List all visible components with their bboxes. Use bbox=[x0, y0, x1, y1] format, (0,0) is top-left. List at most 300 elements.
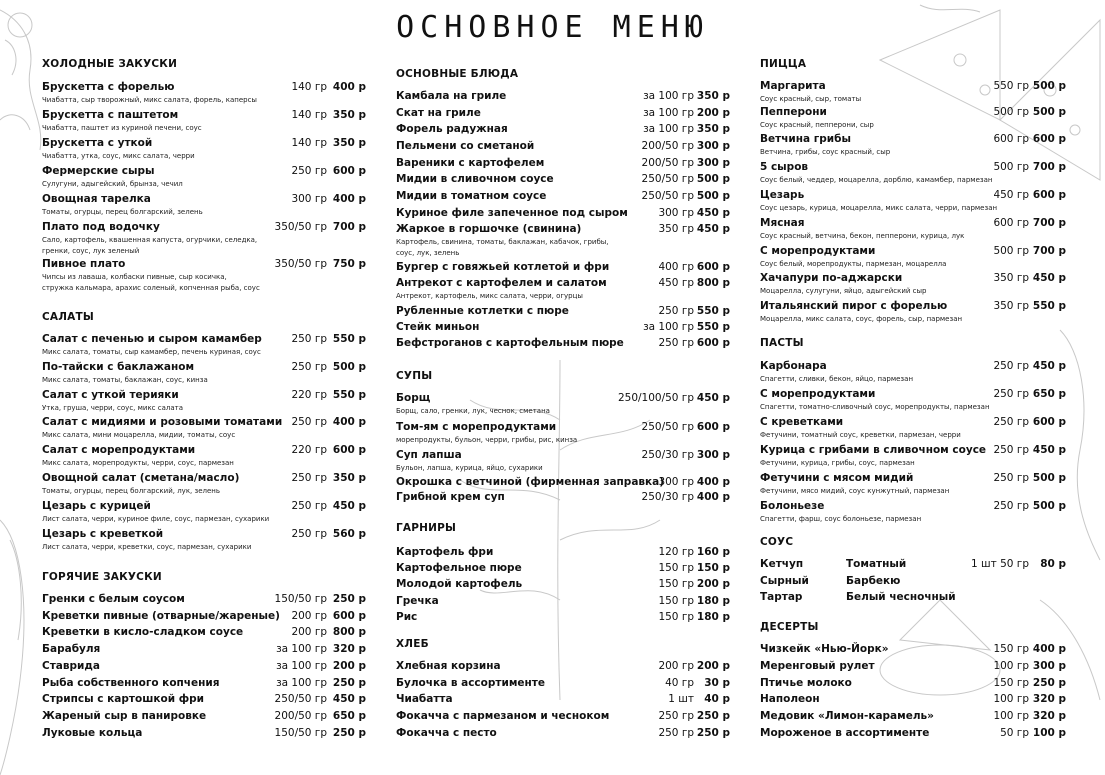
menu-item bbox=[42, 726, 366, 740]
item-price: 450 р bbox=[332, 500, 366, 512]
item-price: 600 р bbox=[696, 421, 730, 433]
item-name: Фермерские сыры bbox=[42, 165, 155, 177]
item-qty: 250 гр bbox=[291, 361, 327, 373]
item-name: Барабуля bbox=[42, 643, 101, 655]
item-price: 450 р bbox=[696, 392, 730, 404]
item-description: Микс салата, томаты, сыр камамбер, печень куриная, соус bbox=[42, 348, 261, 356]
section-title: ХЛЕБ bbox=[396, 638, 429, 650]
item-name: Стрипсы с картошкой фри bbox=[42, 693, 204, 705]
item-qty: 220 гр bbox=[291, 444, 327, 456]
item-price: 600 р bbox=[332, 444, 366, 456]
item-description: Спагетти, томатно-сливочный соус, морепродукты, пармезан bbox=[760, 403, 990, 411]
item-qty: 120 гр bbox=[658, 546, 694, 558]
item-price: 450 р bbox=[1032, 272, 1066, 284]
menu-item bbox=[396, 189, 730, 203]
item-price: 250 р bbox=[332, 727, 366, 739]
item-qty: 600 гр bbox=[993, 133, 1029, 145]
item-name: Рубленные котлетки с пюре bbox=[396, 305, 569, 317]
item-name: С морепродуктами bbox=[760, 245, 876, 257]
section-title: СОУС bbox=[760, 536, 794, 548]
item-price: 30 р bbox=[704, 677, 730, 689]
sauce-row bbox=[760, 557, 1066, 571]
item-qty: 250 гр bbox=[658, 337, 694, 349]
item-price: 550 р bbox=[696, 321, 730, 333]
menu-item bbox=[396, 490, 730, 504]
item-price: 600 р bbox=[332, 610, 366, 622]
item-price: 250 р bbox=[1032, 677, 1066, 689]
item-name: По-тайски с баклажаном bbox=[42, 361, 195, 373]
item-description: Борщ, сало, гренки, лук, чеснок, сметана bbox=[396, 407, 550, 415]
item-name: Карбонара bbox=[760, 360, 827, 372]
sauce-name: Томатный bbox=[846, 558, 907, 570]
item-name: Окрошка с ветчиной (фирменная заправка) bbox=[396, 476, 665, 488]
sauce-qty: 1 шт 50 гр bbox=[971, 558, 1029, 570]
item-qty: 250/100/50 гр bbox=[617, 392, 694, 404]
item-qty: за 100 гр bbox=[276, 643, 327, 655]
menu-item bbox=[42, 443, 366, 457]
item-price: 250 р bbox=[696, 727, 730, 739]
item-name: Брускетта с форелью bbox=[42, 81, 175, 93]
item-qty: 150 гр bbox=[993, 677, 1029, 689]
menu-item bbox=[42, 332, 366, 346]
item-price: 100 р bbox=[1032, 727, 1066, 739]
menu-item bbox=[760, 659, 1066, 673]
item-price: 800 р bbox=[696, 277, 730, 289]
item-name: Мороженое в ассортименте bbox=[760, 727, 930, 739]
item-qty: 150 гр bbox=[993, 643, 1029, 655]
item-name: Цезарь с курицей bbox=[42, 500, 151, 512]
item-name: Гренки с белым соусом bbox=[42, 593, 185, 605]
section-title: ДЕСЕРТЫ bbox=[760, 621, 819, 633]
menu-item bbox=[760, 132, 1066, 146]
item-qty: 150/50 гр bbox=[274, 727, 327, 739]
menu-item bbox=[760, 271, 1066, 285]
item-description: Соус белый, чеддер, моцарелла, дорблю, камамбер, пармезан bbox=[760, 176, 993, 184]
menu-item bbox=[42, 415, 366, 429]
column-right bbox=[760, 0, 1066, 775]
item-price: 500 р bbox=[696, 190, 730, 202]
item-qty: 40 гр bbox=[665, 677, 694, 689]
item-qty: 200/50 гр bbox=[641, 140, 694, 152]
menu-item bbox=[760, 216, 1066, 230]
item-description: Моцарелла, сулугуни, яйцо, адыгейский сыр bbox=[760, 287, 927, 295]
item-price: 300 р bbox=[1032, 660, 1066, 672]
menu-item bbox=[396, 260, 730, 274]
item-name: 5 сыров bbox=[760, 161, 809, 173]
item-qty: 250 гр bbox=[993, 416, 1029, 428]
item-name: Пивное плато bbox=[42, 258, 126, 270]
item-name: Ставрида bbox=[42, 660, 100, 672]
menu-item bbox=[396, 709, 730, 723]
menu-item bbox=[42, 527, 366, 541]
menu-item bbox=[42, 136, 366, 150]
item-price: 500 р bbox=[1032, 80, 1066, 92]
item-name: Цезарь bbox=[760, 189, 805, 201]
item-name: Картофель фри bbox=[396, 546, 494, 558]
section-title: ГОРЯЧИЕ ЗАКУСКИ bbox=[42, 571, 162, 583]
item-name: Форель радужная bbox=[396, 123, 508, 135]
item-qty: 200/50 гр bbox=[274, 710, 327, 722]
item-qty: за 100 гр bbox=[276, 677, 327, 689]
item-description: Антрекот, картофель, микс салата, черри, огурцы bbox=[396, 292, 583, 300]
menu-item bbox=[42, 360, 366, 374]
item-price: 800 р bbox=[332, 626, 366, 638]
section-title: ГАРНИРЫ bbox=[396, 522, 457, 534]
item-description: Чиабатта, утка, соус, микс салата, черри bbox=[42, 152, 195, 160]
item-name: Цезарь с креветкой bbox=[42, 528, 164, 540]
sauce-name: Белый чесночный bbox=[846, 591, 956, 603]
menu-item bbox=[396, 106, 730, 120]
item-description: Чипсы из лаваша, колбаски пивные, сыр косичка, bbox=[42, 273, 227, 281]
item-price: 150 р bbox=[696, 562, 730, 574]
item-description: Лист салата, черри, креветки, соус, пармезан, сухарики bbox=[42, 543, 252, 551]
item-price: 400 р bbox=[332, 81, 366, 93]
item-description: Утка, груша, черри, соус, микс салата bbox=[42, 404, 184, 412]
item-name: Ветчина грибы bbox=[760, 133, 851, 145]
item-price: 320 р bbox=[1032, 710, 1066, 722]
item-description: Микс салата, томаты, баклажан, соус, кинза bbox=[42, 376, 208, 384]
section-title: ПИЦЦА bbox=[760, 58, 807, 70]
menu-item bbox=[760, 692, 1066, 706]
menu-item bbox=[42, 609, 366, 623]
item-price: 560 р bbox=[332, 528, 366, 540]
sauce-name: Барбекю bbox=[846, 575, 901, 587]
item-name: Бургер с говяжьей котлетой и фри bbox=[396, 261, 610, 273]
item-name: Салат с печенью и сыром камамбер bbox=[42, 333, 262, 345]
item-description: стружка кальмара, арахис соленый, копченная рыба, соус bbox=[42, 284, 260, 292]
sauce-name: Тартар bbox=[760, 591, 803, 603]
item-price: 450 р bbox=[1032, 444, 1066, 456]
item-qty: за 100 гр bbox=[643, 123, 694, 135]
item-qty: 200 гр bbox=[658, 660, 694, 672]
item-price: 300 р bbox=[696, 140, 730, 152]
item-name: Хлебная корзина bbox=[396, 660, 501, 672]
item-qty: 250 гр bbox=[993, 360, 1029, 372]
menu-item bbox=[396, 122, 730, 136]
item-price: 320 р bbox=[1032, 693, 1066, 705]
menu-item bbox=[42, 642, 366, 656]
item-qty: 300 гр bbox=[658, 476, 694, 488]
item-name: Чиабатта bbox=[396, 693, 453, 705]
menu-item bbox=[396, 448, 730, 462]
item-price: 250 р bbox=[332, 593, 366, 605]
column-left bbox=[42, 0, 366, 775]
item-name: Куриное филе запеченное под сыром bbox=[396, 207, 628, 219]
menu-item bbox=[760, 359, 1066, 373]
item-name: Брускетта с уткой bbox=[42, 137, 153, 149]
item-qty: 150 гр bbox=[658, 562, 694, 574]
sauce-name: Сырный bbox=[760, 575, 809, 587]
item-name: Антрекот с картофелем и салатом bbox=[396, 277, 607, 289]
item-price: 400 р bbox=[332, 193, 366, 205]
menu-item bbox=[42, 659, 366, 673]
item-name: Суп лапша bbox=[396, 449, 462, 461]
item-name: Салат с уткой терияки bbox=[42, 389, 179, 401]
item-price: 350 р bbox=[696, 90, 730, 102]
menu-item bbox=[396, 594, 730, 608]
item-name: Чизкейк «Нью-Йорк» bbox=[760, 643, 889, 655]
item-description: Моцарелла, микс салата, соус, форель, сыр, пармезан bbox=[760, 315, 963, 323]
item-name: Курица с грибами в сливочном соусе bbox=[760, 444, 987, 456]
menu-item bbox=[396, 475, 730, 489]
item-name: Вареники с картофелем bbox=[396, 157, 545, 169]
item-name: Наполеон bbox=[760, 693, 820, 705]
menu-item bbox=[760, 471, 1066, 485]
menu-item bbox=[42, 592, 366, 606]
item-price: 650 р bbox=[332, 710, 366, 722]
menu-item bbox=[396, 420, 730, 434]
item-qty: 350/50 гр bbox=[274, 221, 327, 233]
item-description: Томаты, огурцы, перец болгарский, зелень bbox=[42, 208, 203, 216]
item-qty: 250/30 гр bbox=[641, 449, 694, 461]
menu-item bbox=[396, 610, 730, 624]
item-price: 40 р bbox=[704, 693, 730, 705]
item-qty: 250/50 гр bbox=[641, 173, 694, 185]
item-qty: 350 гр bbox=[993, 272, 1029, 284]
item-qty: 350 гр bbox=[658, 223, 694, 235]
menu-item bbox=[760, 499, 1066, 513]
item-description: Спагетти, сливки, бекон, яйцо, пармезан bbox=[760, 375, 914, 383]
item-qty: 200 гр bbox=[291, 610, 327, 622]
item-qty: 200/50 гр bbox=[641, 157, 694, 169]
item-qty: за 100 гр bbox=[643, 107, 694, 119]
menu-item bbox=[760, 709, 1066, 723]
item-name: Болоньезе bbox=[760, 500, 825, 512]
item-description: Чиабатта, паштет из куриной печени, соус bbox=[42, 124, 202, 132]
item-qty: 100 гр bbox=[993, 693, 1029, 705]
menu-item bbox=[396, 577, 730, 591]
item-price: 300 р bbox=[696, 449, 730, 461]
item-price: 450 р bbox=[696, 223, 730, 235]
item-price: 350 р bbox=[696, 123, 730, 135]
menu-item bbox=[760, 244, 1066, 258]
item-description: Чиабатта, сыр творожный, микс салата, форель, каперсы bbox=[42, 96, 257, 104]
item-name: Стейк миньон bbox=[396, 321, 480, 333]
menu-item bbox=[396, 206, 730, 220]
menu-item bbox=[396, 561, 730, 575]
item-qty: 300 гр bbox=[291, 193, 327, 205]
item-price: 450 р bbox=[332, 693, 366, 705]
item-description: соус, лук, зелень bbox=[396, 249, 460, 257]
item-qty: 250/50 гр bbox=[641, 190, 694, 202]
item-name: Рис bbox=[396, 611, 418, 623]
item-price: 300 р bbox=[696, 157, 730, 169]
item-qty: за 100 гр bbox=[643, 321, 694, 333]
item-qty: 250 гр bbox=[658, 727, 694, 739]
item-description: Соус красный, сыр, томаты bbox=[760, 95, 862, 103]
item-price: 750 р bbox=[332, 258, 366, 270]
item-price: 600 р bbox=[332, 165, 366, 177]
item-price: 400 р bbox=[1032, 643, 1066, 655]
item-description: Лист салата, черри, куриное филе, соус, пармезан, сухарики bbox=[42, 515, 270, 523]
item-price: 350 р bbox=[332, 472, 366, 484]
item-description: Томаты, огурцы, перец болгарский, лук, зелень bbox=[42, 487, 221, 495]
item-price: 200 р bbox=[696, 660, 730, 672]
menu-item bbox=[396, 139, 730, 153]
menu-item bbox=[396, 304, 730, 318]
item-name: Брускетта с паштетом bbox=[42, 109, 179, 121]
menu-item bbox=[396, 172, 730, 186]
item-qty: 140 гр bbox=[291, 81, 327, 93]
item-qty: 300 гр bbox=[658, 207, 694, 219]
item-name: Мясная bbox=[760, 217, 805, 229]
menu-item bbox=[396, 726, 730, 740]
item-name: Молодой картофель bbox=[396, 578, 523, 590]
column-middle bbox=[396, 0, 730, 775]
menu-item bbox=[396, 545, 730, 559]
menu-item bbox=[42, 388, 366, 402]
menu-item bbox=[42, 676, 366, 690]
item-name: С морепродуктами bbox=[760, 388, 876, 400]
menu-item bbox=[42, 80, 366, 94]
item-qty: 140 гр bbox=[291, 109, 327, 121]
item-price: 550 р bbox=[696, 305, 730, 317]
menu-item bbox=[760, 188, 1066, 202]
item-price: 650 р bbox=[1032, 388, 1066, 400]
item-price: 700 р bbox=[332, 221, 366, 233]
menu-item bbox=[396, 276, 730, 290]
item-price: 500 р bbox=[1032, 500, 1066, 512]
item-description: Сало, картофель, квашенная капуста, огурчики, селедка, bbox=[42, 236, 258, 244]
item-price: 250 р bbox=[696, 710, 730, 722]
item-price: 200 р bbox=[332, 660, 366, 672]
item-description: Ветчина, грибы, соус красный, сыр bbox=[760, 148, 891, 156]
item-qty: 250 гр bbox=[291, 165, 327, 177]
item-qty: 500 гр bbox=[993, 106, 1029, 118]
menu-item bbox=[42, 471, 366, 485]
item-name: Медовик «Лимон-карамель» bbox=[760, 710, 934, 722]
item-qty: 450 гр bbox=[993, 189, 1029, 201]
menu-item bbox=[396, 336, 730, 350]
item-name: Гречка bbox=[396, 595, 439, 607]
item-description: Соус цезарь, курица, моцарелла, микс салата, черри, пармезан bbox=[760, 204, 998, 212]
item-qty: 350 гр bbox=[993, 300, 1029, 312]
item-qty: 450 гр bbox=[658, 277, 694, 289]
item-qty: 250 гр bbox=[291, 333, 327, 345]
item-description: Фетучини, мясо мидий, соус кунжутный, пармезан bbox=[760, 487, 950, 495]
item-name: Плато под водочку bbox=[42, 221, 160, 233]
item-qty: 250 гр bbox=[291, 528, 327, 540]
sauce-price: 80 р bbox=[1040, 558, 1066, 570]
item-description: Соус красный, пепперони, сыр bbox=[760, 121, 874, 129]
item-qty: 250 гр bbox=[658, 710, 694, 722]
menu-item bbox=[760, 160, 1066, 174]
item-name: С креветками bbox=[760, 416, 844, 428]
item-price: 700 р bbox=[1032, 161, 1066, 173]
item-price: 550 р bbox=[1032, 300, 1066, 312]
item-price: 450 р bbox=[696, 207, 730, 219]
menu-item bbox=[42, 499, 366, 513]
item-name: Маргарита bbox=[760, 80, 826, 92]
item-name: Итальянский пирог с форелью bbox=[760, 300, 948, 312]
menu-item bbox=[42, 257, 366, 271]
item-qty: за 100 гр bbox=[276, 660, 327, 672]
item-price: 180 р bbox=[696, 595, 730, 607]
menu-item bbox=[760, 79, 1066, 93]
item-name: Пепперони bbox=[760, 106, 827, 118]
item-qty: 250 гр bbox=[993, 472, 1029, 484]
item-price: 500 р bbox=[332, 361, 366, 373]
item-price: 550 р bbox=[332, 333, 366, 345]
menu-item bbox=[42, 108, 366, 122]
sauce-row bbox=[760, 590, 1066, 604]
menu-item bbox=[760, 726, 1066, 740]
item-price: 160 р bbox=[696, 546, 730, 558]
item-qty: 550 гр bbox=[993, 80, 1029, 92]
item-name: Хачапури по-аджарски bbox=[760, 272, 903, 284]
item-price: 400 р bbox=[696, 491, 730, 503]
item-price: 500 р bbox=[696, 173, 730, 185]
menu-item bbox=[760, 642, 1066, 656]
item-price: 600 р bbox=[1032, 189, 1066, 201]
item-price: 600 р bbox=[1032, 416, 1066, 428]
menu-item bbox=[396, 391, 730, 405]
item-name: Грибной крем суп bbox=[396, 491, 505, 503]
item-qty: 50 гр bbox=[1000, 727, 1029, 739]
item-qty: 100 гр bbox=[993, 660, 1029, 672]
menu-item bbox=[760, 105, 1066, 119]
item-description: гренки, соус, лук зеленый bbox=[42, 247, 140, 255]
menu-title: ОСНОВНОЕ МЕНЮ bbox=[396, 10, 709, 45]
item-name: Луковые кольца bbox=[42, 727, 143, 739]
item-name: Мидии в сливочном соусе bbox=[396, 173, 554, 185]
item-qty: 150 гр bbox=[658, 578, 694, 590]
item-qty: 400 гр bbox=[658, 261, 694, 273]
item-qty: 250 гр bbox=[993, 500, 1029, 512]
item-qty: 600 гр bbox=[993, 217, 1029, 229]
item-description: Бульон, лапша, курица, яйцо, сухарики bbox=[396, 464, 543, 472]
item-qty: 100 гр bbox=[993, 710, 1029, 722]
item-qty: 500 гр bbox=[993, 161, 1029, 173]
item-name: Пельмени со сметаной bbox=[396, 140, 535, 152]
item-qty: за 100 гр bbox=[643, 90, 694, 102]
menu-item bbox=[42, 625, 366, 639]
menu-item bbox=[42, 692, 366, 706]
item-name: Камбала на гриле bbox=[396, 90, 507, 102]
menu-item bbox=[42, 709, 366, 723]
item-price: 180 р bbox=[696, 611, 730, 623]
item-price: 350 р bbox=[332, 109, 366, 121]
item-name: Мидии в томатном соусе bbox=[396, 190, 547, 202]
item-description: Соус белый, морепродукты, пармезан, моцарелла bbox=[760, 260, 947, 268]
item-qty: 500 гр bbox=[993, 245, 1029, 257]
item-name: Булочка в ассортименте bbox=[396, 677, 545, 689]
menu-item bbox=[760, 676, 1066, 690]
menu-item bbox=[396, 89, 730, 103]
item-name: Креветки пивные (отварные/жареные) bbox=[42, 610, 280, 622]
item-name: Жаркое в горшочке (свинина) bbox=[396, 223, 582, 235]
section-title: ПАСТЫ bbox=[760, 337, 804, 349]
item-price: 600 р bbox=[696, 337, 730, 349]
menu-item bbox=[396, 222, 730, 236]
sauce-name: Кетчуп bbox=[760, 558, 804, 570]
item-name: Салат с морепродуктами bbox=[42, 444, 196, 456]
item-price: 350 р bbox=[332, 137, 366, 149]
item-name: Фокачча с песто bbox=[396, 727, 497, 739]
item-description: Картофель, свинина, томаты, баклажан, кабачок, грибы, bbox=[396, 238, 609, 246]
item-qty: 150 гр bbox=[658, 611, 694, 623]
item-price: 500 р bbox=[1032, 472, 1066, 484]
item-description: Микс салата, морепродукты, черри, соус, пармезан bbox=[42, 459, 234, 467]
item-name: Бефстроганов с картофельным пюре bbox=[396, 337, 624, 349]
item-description: Сулугуни, адыгейский, брынза, чечил bbox=[42, 180, 183, 188]
item-qty: 250/50 гр bbox=[274, 693, 327, 705]
item-qty: 220 гр bbox=[291, 389, 327, 401]
item-qty: 250/30 гр bbox=[641, 491, 694, 503]
menu-item bbox=[760, 415, 1066, 429]
section-title: САЛАТЫ bbox=[42, 311, 94, 323]
item-name: Креветки в кисло-сладком соусе bbox=[42, 626, 244, 638]
